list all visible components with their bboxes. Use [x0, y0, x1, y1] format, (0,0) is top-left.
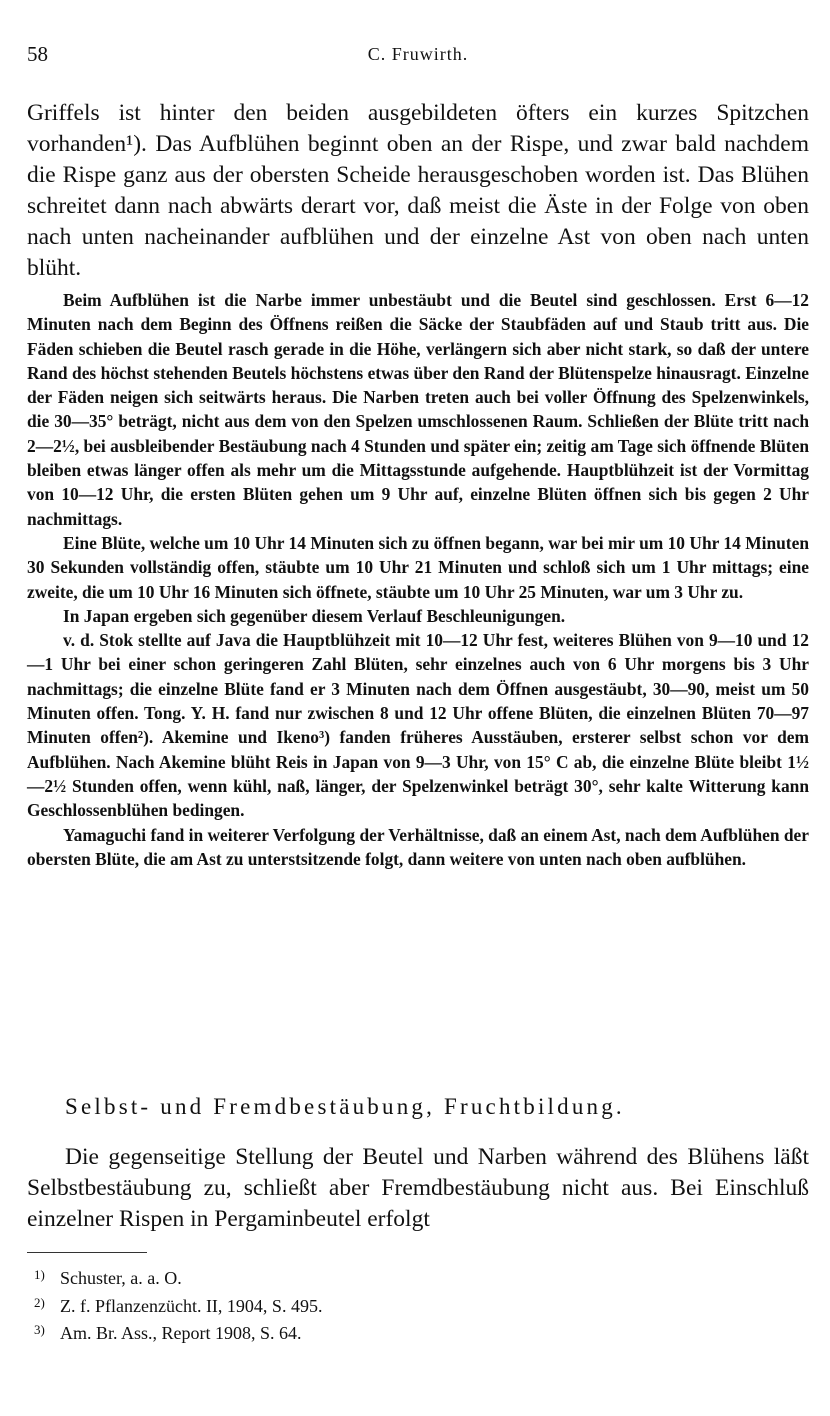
footnote-item	[34, 1318, 322, 1346]
footnote-mark: 3)	[34, 1322, 45, 1337]
footnotes	[34, 1263, 322, 1346]
footnote-mark: 2)	[34, 1294, 45, 1310]
running-head: C. Fruwirth.	[367, 44, 469, 64]
page-number: 58	[27, 42, 48, 66]
small-paragraph: Yamaguchi fand in weiterer Verfolgung der Verhältnisse, daß an einem Ast, nach dem Aufblühen der obersten Blüte, die am Ast zu unterstsitzende folgt, dann weitere von unten nach oben aufblühen.	[27, 824, 809, 869]
footnote-text: Schuster, a. a. O.	[60, 1268, 182, 1288]
section-heading: Selbst- und Fremdbestäubung, Fruchtbildung.	[65, 1094, 625, 1119]
intro-paragraph: Griffels ist hinter den beiden ausgebildeten öfters ein kurzes Spitzchen vorhanden¹). Das Aufblühen beginnt oben an der Rispe, und zwar bald nachdem die Rispe ganz aus der obersten Scheide herausgeschoben worden ist. Das Blühen schreitet dann nach abwärts derart vor, daß meist die Äste in der Folge von oben nach unten nacheinander aufblühen und der einzelne Ast von oben nach unten blüht.	[27, 100, 809, 281]
small-paragraph: In Japan ergeben sich gegenüber diesem Verlauf Beschleunigungen.	[63, 605, 566, 626]
footnote-text: Am. Br. Ass., Report 1908, S. 64.	[60, 1323, 302, 1343]
section-paragraph: Die gegenseitige Stellung der Beutel und Narben während des Blühens läßt Selbstbestäubung zu, schließt aber Fremdbestäubung nicht aus. Bei Einschluß einzelner Rispen in Pergaminbeutel erfolgt	[27, 1144, 809, 1232]
footnote-item	[34, 1291, 322, 1319]
footnote-item	[34, 1263, 322, 1291]
footnote-mark: 1)	[34, 1267, 45, 1282]
page-header	[27, 42, 809, 72]
small-print-block	[27, 288, 809, 871]
small-paragraph: Beim Aufblühen ist die Narbe immer unbestäubt und die Beutel sind geschlossen. Erst 6—12 Minuten nach dem Beginn des Öffnens reißen die Säcke der Staubfäden auf und Staub tritt aus. Die Fäden schieben die Beutel rasch gerade in die Höhe, verlängern sich aber nicht stark, so daß der untere Rand des höchst stehenden Beutels höchstens etwas über den Rand der Blütenspelze hinausragt. Einzelne der Fäden neigen sich seitwärts heraus. Die Narben treten auch bei voller Öffnung des Spelzenwinkels, die 30—35° beträgt, nicht aus dem von den Spelzen umschlossenen Raum. Schließen der Blüte tritt nach 2—2½, bei ausbleibender Bestäubung nach 4 Stunden und später ein; zeitig am Tage sich öffnende Blüten bleiben etwas länger offen als mehr um die Mittagsstunde aufgehende. Hauptblühzeit ist der Vormittag von 10—12 Uhr, die ersten Blüten gehen um 9 Uhr auf, einzelne Blüten öffnen sich bis gegen 2 Uhr nachmittags.	[27, 290, 809, 529]
small-paragraph: Eine Blüte, welche um 10 Uhr 14 Minuten sich zu öffnen begann, war bei mir um 10 Uhr 14 Minuten 30 Sekunden vollständig offen, stäubte um 10 Uhr 21 Minuten und schloß sich um 1 Uhr mittags; eine zweite, die um 10 Uhr 16 Minuten sich öffnete, stäubte um 10 Uhr 25 Minuten, war um 3 Uhr zu.	[27, 532, 809, 602]
footnote-divider	[27, 1252, 147, 1253]
small-paragraph: v. d. Stok stellte auf Java die Hauptblühzeit mit 10—12 Uhr fest, weiteres Blühen von 9—10 und 12—1 Uhr bei einer schon geringeren Zahl Blüten, sehr einzelnes auch von 6 Uhr morgens bis 3 Uhr nachmittags; die einzelne Blüte fand er 3 Minuten nach dem Öffnen ausgestäubt, 30—90, meist um 50 Minuten offen. Tong. Y. H. fand nur zwischen 8 und 12 Uhr offene Blüten, die einzelnen Blüten 70—97 Minuten offen²). Akemine und Ikeno³) fanden früheres Ausstäuben, ersterer selbst schon vor dem Aufblühen. Nach Akemine blüht Reis in Japan von 9—3 Uhr, von 15° C ab, die einzelne Blüte bleibt 1½—2½ Stunden offen, wenn kühl, naß, länger, der Spelzenwinkel beträgt 30°, sehr kalte Witterung kann Geschlossenblühen bedingen.	[27, 630, 809, 821]
footnote-text: Z. f. Pflanzenzücht. II, 1904, S. 495.	[60, 1295, 323, 1316]
